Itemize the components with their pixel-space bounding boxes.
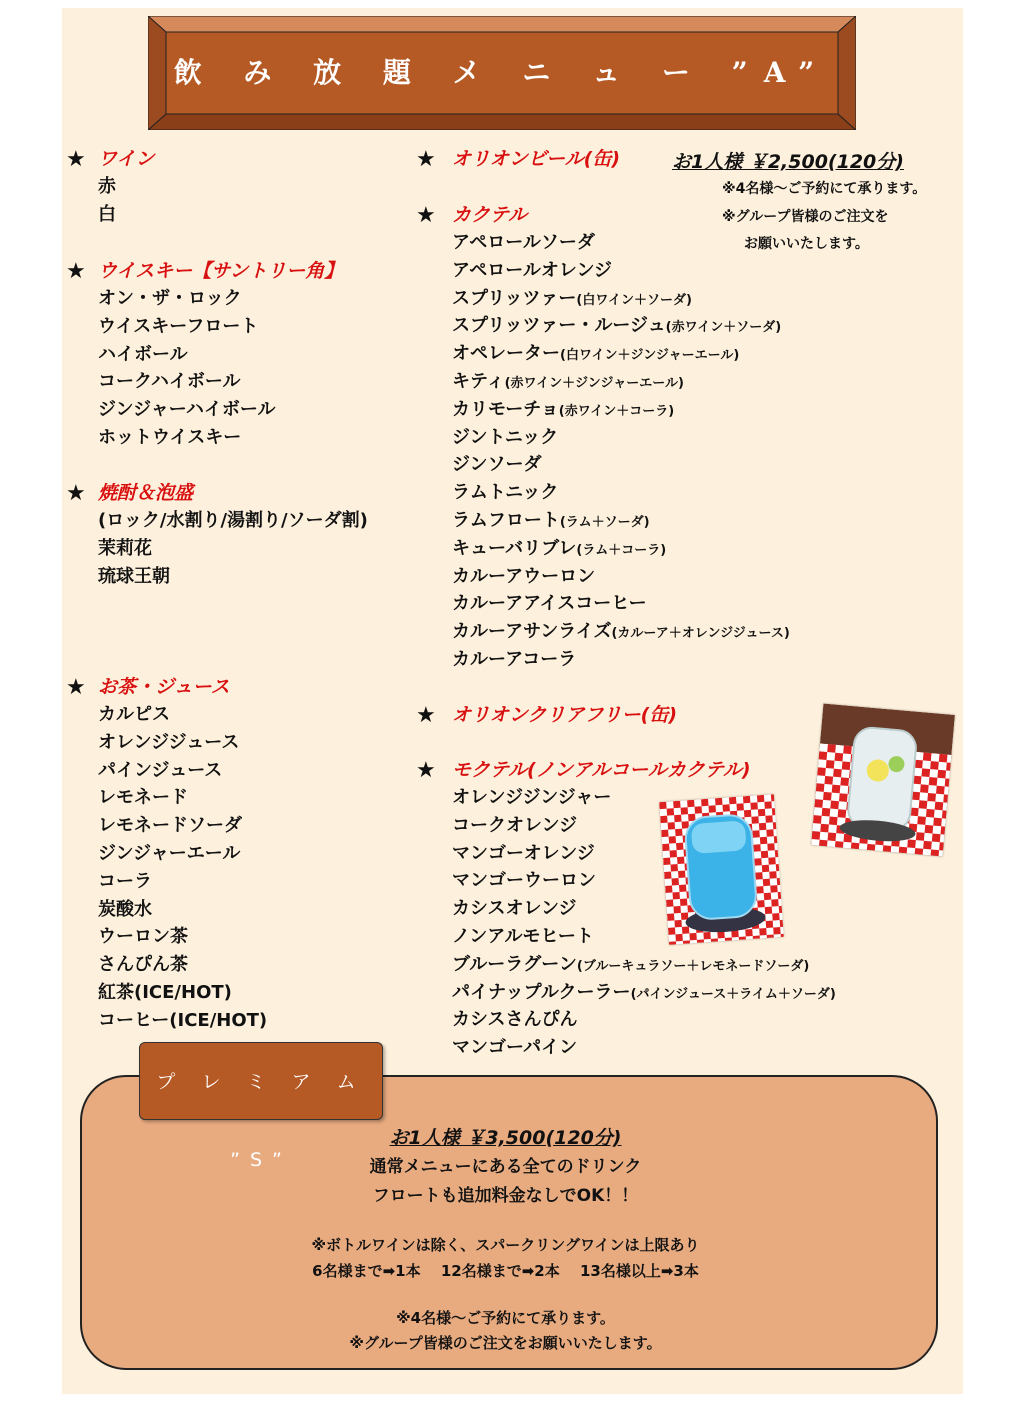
menu-item-name: カシスオレンジ	[452, 898, 577, 920]
menu-item-note: (ラム＋コーラ)	[576, 542, 667, 558]
menu-item	[452, 312, 790, 340]
menu-item-name: マンゴーオレンジ	[452, 842, 595, 864]
menu-item: ジンジャーエール	[98, 842, 241, 864]
menu-item: 琉球王朝	[98, 565, 170, 587]
menu-item-note: (赤ワイン＋コーラ)	[558, 403, 675, 419]
menu-item: ウーロン茶	[98, 926, 188, 948]
premium-line: フロートも追加料金なしでOK！！	[372, 1186, 639, 1206]
menu-item	[452, 340, 790, 368]
menu-item: コーヒー(ICE/HOT)	[98, 1009, 268, 1031]
menu-item-name: アペロールソーダ	[452, 232, 595, 253]
menu-item	[452, 368, 790, 396]
page-title: 飲 み 放 題 メ ニ ュ ー ”A”	[173, 56, 831, 89]
menu-item: 赤	[98, 176, 116, 197]
menu-item: さんぴん茶	[98, 954, 188, 976]
section-title: オリオンビール(缶)	[452, 148, 621, 170]
premium-note: ※4名様～ご予約にて承ります。	[396, 1309, 615, 1327]
menu-item-name: スプリッツァー	[452, 287, 577, 309]
menu-item-name: アペロールオレンジ	[452, 259, 613, 281]
menu-item	[452, 563, 790, 591]
menu-item: ウイスキーフロート	[98, 315, 259, 337]
menu-item	[452, 590, 790, 618]
menu-item-name: マンゴーパイン	[452, 1037, 578, 1059]
menu-item: 白	[98, 203, 116, 225]
menu-item	[452, 479, 790, 507]
menu-item-list	[452, 229, 790, 674]
menu-item-list	[98, 507, 368, 590]
menu-item: カルピス	[98, 704, 170, 725]
menu-item-name: キューバリブレ	[452, 537, 577, 559]
section-title: お茶・ジュース	[98, 676, 230, 698]
menu-item	[452, 812, 836, 840]
menu-item-name: ラムフロート	[452, 509, 560, 531]
section-title: 焼酎＆泡盛	[98, 482, 194, 504]
section-title: オリオンクリアフリー(缶)	[452, 704, 678, 726]
price-note: ※グループ皆様のご注文を	[722, 209, 889, 225]
menu-item-name: キティ	[452, 370, 505, 392]
menu-item-note: (パインジュース＋ライム＋ソーダ)	[630, 986, 836, 1002]
star-icon: ★	[66, 481, 86, 506]
menu-item-list	[98, 701, 267, 1035]
menu-item-note: (ブルーキュラソー＋レモネードソーダ)	[576, 958, 810, 974]
menu-item-name: カルーアサンライズ	[452, 621, 612, 643]
menu-item	[452, 1034, 836, 1062]
menu-item	[452, 257, 790, 285]
menu-item-name: カシスさんぴん	[452, 1009, 578, 1031]
menu-item	[452, 784, 836, 812]
star-icon: ★	[66, 259, 86, 284]
menu-item-name: カルーアコーラ	[452, 648, 577, 670]
menu-item	[452, 507, 790, 535]
menu-item-note: (カルーア＋オレンジジュース)	[611, 626, 790, 642]
premium-price: お1人様 ￥3,500(120分)	[389, 1127, 622, 1149]
star-icon: ★	[66, 675, 86, 700]
section-title: モクテル(ノンアルコールカクテル)	[452, 759, 751, 781]
premium-line: 通常メニューにある全てのドリンク	[369, 1157, 642, 1177]
menu-item: パインジュース	[98, 759, 223, 781]
menu-item: (ロック/水割り/湯割り/ソーダ割)	[98, 510, 368, 531]
menu-item: 紅茶(ICE/HOT)	[98, 981, 232, 1003]
menu-item-name: パイナップルクーラー	[452, 981, 631, 1003]
menu-item	[452, 535, 790, 563]
menu-item: レモネード	[98, 787, 188, 809]
premium-note: ※ボトルワインは除く、スパークリングワインは上限あり	[311, 1236, 700, 1254]
menu-item: レモネードソーダ	[98, 815, 242, 837]
menu-item-name: カリモーチョ	[452, 398, 559, 420]
menu-item-name: カルーアウーロン	[452, 565, 596, 587]
menu-item	[452, 618, 790, 646]
section-title: ワイン	[98, 148, 155, 170]
menu-item-name: オレンジジンジャー	[452, 787, 612, 808]
menu-item-name: カルーアアイスコーヒー	[452, 593, 647, 615]
menu-item-name: オペレーター	[452, 343, 560, 365]
menu-item-list	[98, 173, 116, 229]
menu-item-note: (白ワイン＋ジンジャーエール)	[560, 348, 740, 364]
menu-item-name: コークオレンジ	[452, 814, 578, 836]
menu-item: コーラ	[98, 870, 152, 892]
title-plaque	[148, 16, 856, 130]
premium-note: 6名様まで➡1本 12名様まで➡2本 13名様以上➡3本	[312, 1262, 699, 1280]
menu-item	[452, 424, 790, 452]
menu-item: オレンジジュース	[98, 731, 240, 753]
menu-item: コークハイボール	[98, 371, 241, 393]
menu-item	[452, 451, 790, 479]
star-icon: ★	[66, 147, 86, 172]
menu-item: 炭酸水	[98, 898, 152, 920]
menu-item-note: (赤ワイン＋ジンジャーエール)	[504, 375, 684, 391]
menu-item-note: (ラム＋ソーダ)	[559, 514, 650, 530]
menu-item-name: マンゴーウーロン	[452, 870, 596, 892]
menu-item	[452, 1006, 836, 1034]
menu-item-name: スプリッツァー・ルージュ	[452, 315, 666, 337]
menu-item	[452, 229, 790, 257]
price-note: ※4名様～ご予約にて承ります。	[722, 181, 927, 197]
menu-item: ジンジャーハイボール	[98, 399, 276, 421]
drink-photo-blue-lagoon	[659, 794, 784, 945]
menu-item-note: (赤ワイン＋ソーダ)	[665, 320, 782, 336]
menu-item	[452, 951, 836, 979]
menu-item	[452, 285, 790, 313]
menu-item-list	[98, 285, 275, 452]
menu-item-name: ジントニック	[452, 426, 559, 448]
premium-note: ※グループ皆様のご注文をお願いいたします。	[349, 1334, 662, 1352]
star-icon: ★	[416, 758, 436, 783]
menu-item-name: ブルーラグーン	[452, 953, 577, 975]
star-icon: ★	[416, 147, 436, 172]
star-icon: ★	[416, 703, 436, 728]
premium-tab: プ レ ミ ア ム ”S”	[139, 1042, 383, 1120]
section-title: ウイスキー【サントリー角】	[98, 260, 344, 282]
drink-photo-mojito	[811, 704, 955, 857]
menu-item: 茉莉花	[98, 537, 152, 559]
star-icon: ★	[416, 203, 436, 228]
menu-item-name: ラムトニック	[452, 482, 559, 504]
menu-item	[452, 979, 836, 1007]
section-title: カクテル	[452, 204, 528, 226]
menu-item	[452, 646, 790, 674]
price-note: お願いいたします。	[744, 236, 869, 252]
menu-item-note: (白ワイン＋ソーダ)	[576, 292, 692, 308]
menu-item: ハイボール	[98, 343, 188, 365]
menu-item: ホットウイスキー	[98, 426, 242, 448]
menu-item: オン・ザ・ロック	[98, 288, 242, 309]
menu-item-name: ジンソーダ	[452, 454, 542, 476]
menu-item	[452, 396, 790, 424]
menu-item-name: ノンアルモヒート	[452, 925, 594, 947]
price-label: お1人様 ￥2,500(120分)	[672, 151, 904, 173]
